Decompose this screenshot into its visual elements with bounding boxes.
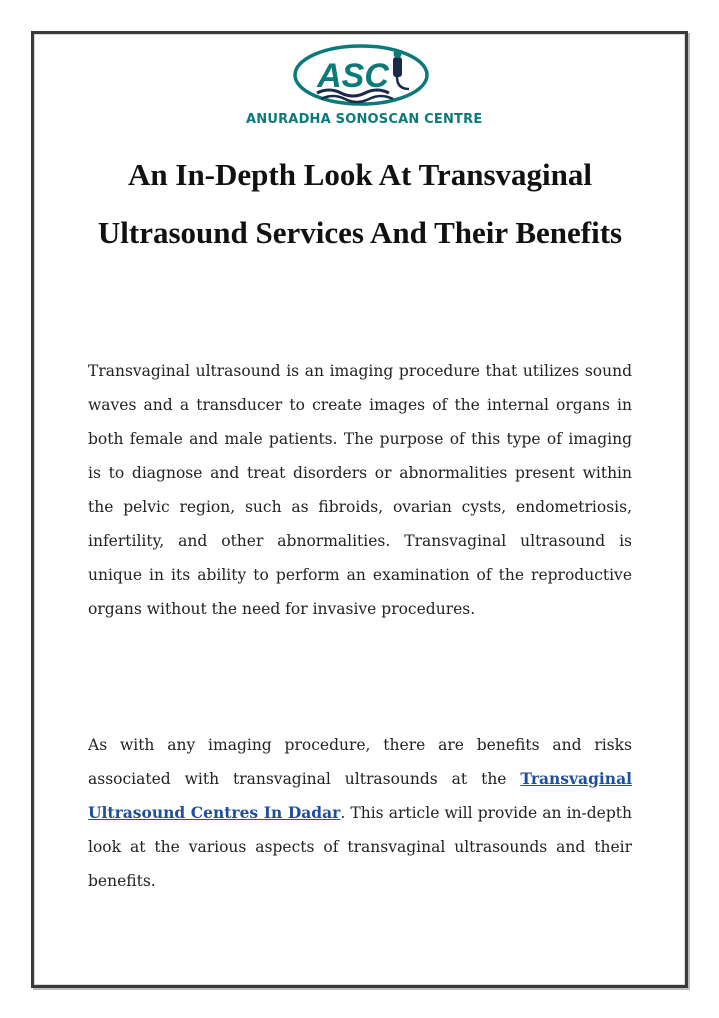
page-title: An In-Depth Look At Transvaginal Ultrasound Services And Their Benefits <box>97 157 623 250</box>
dadar-centres-link[interactable]: Transvaginal Ultrasound Centres In Dadar <box>88 769 632 822</box>
asc-logo-icon <box>291 43 431 107</box>
paragraph-benefits <box>88 728 632 898</box>
paragraph-intro: Transvaginal ultrasound is an imaging procedure that utilizes sound waves and a transducer to create images of the internal organs in both female and male patients. The purpose of this type of imaging is to diagnose and treat disorders or abnormalities present within the pelvic region, such as fibroids, ovarian cysts, endometriosis, infertility, and other abnormalities. Transvaginal ultrasound is unique in its ability to perform an examination of the reproductive organs without the need for invasive procedures. <box>88 362 632 618</box>
logo-monogram: ASC <box>317 57 389 95</box>
paragraph-text-before-link: As with any imaging procedure, there are benefits and risks associated with transvaginal ultrasounds at the <box>88 736 632 788</box>
logo-caption: ANURADHA SONOSCAN CENTRE <box>246 112 483 127</box>
company-logo <box>246 43 483 133</box>
paragraph-text-after-link: . This article will provide an in-depth look at the various aspects of transvaginal ultrasounds and their benefits. <box>88 804 632 890</box>
